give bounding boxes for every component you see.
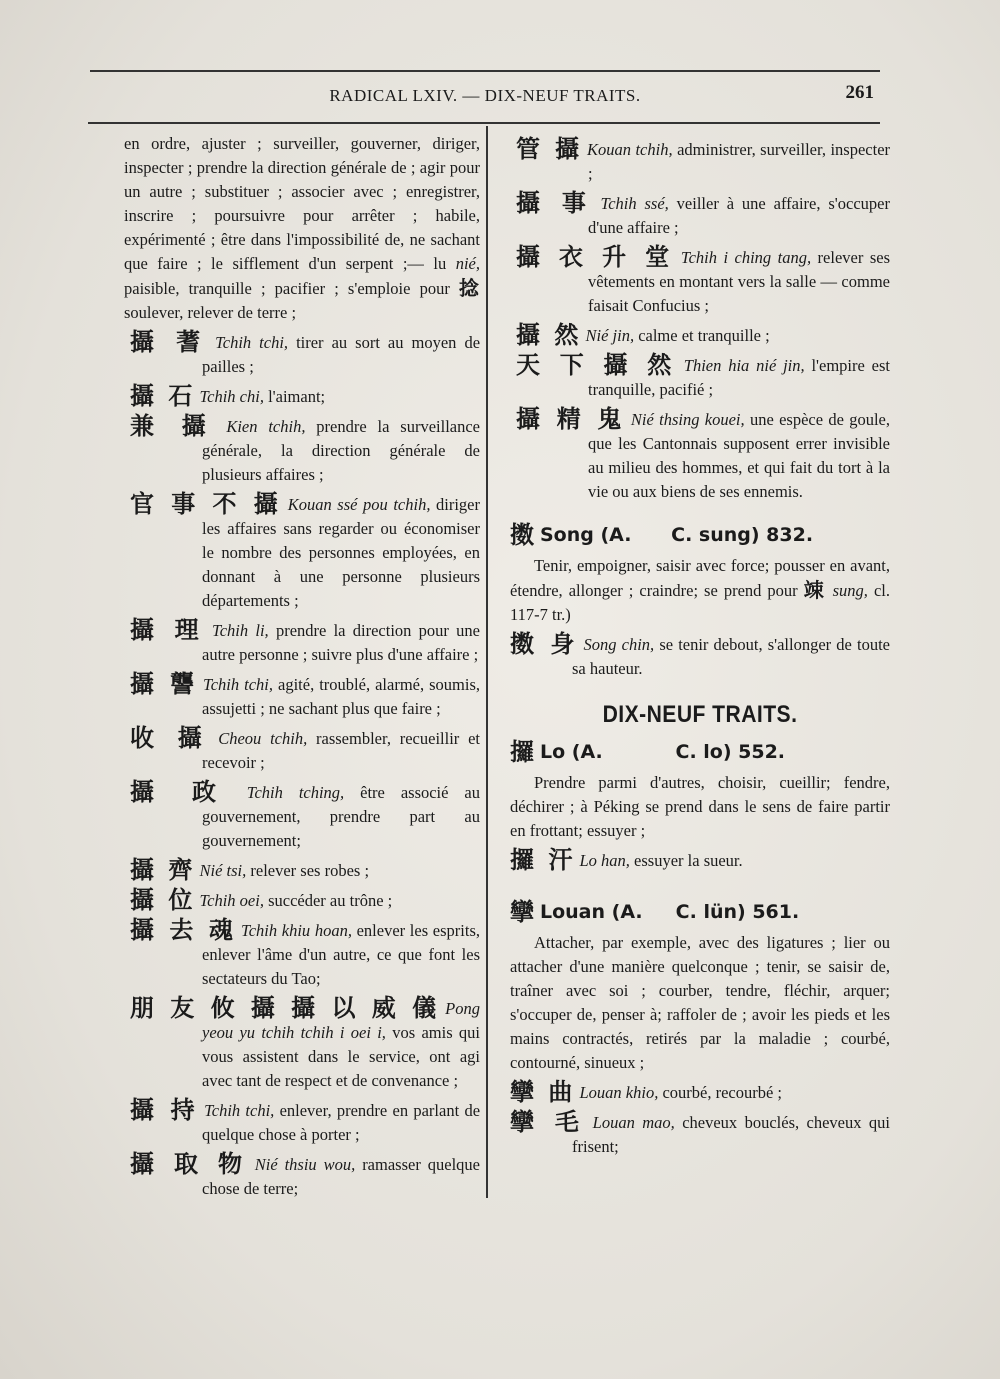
song-character: 擞 <box>510 521 534 549</box>
song-def-text: Tenir, empoigner, saisir avec force; pousser en avant, étendre, allonger ; craindre; se prend pour <box>510 556 890 600</box>
entry-definition: succéder au trône ; <box>263 891 393 910</box>
dictionary-entry <box>124 414 480 487</box>
dictionary-entry <box>124 618 480 667</box>
entry-characters: 朋 友 攸 攝 攝 以 威 儀 <box>130 994 441 1022</box>
dictionary-entry <box>124 492 480 613</box>
dictionary-entry <box>124 780 480 853</box>
entry-definition: enlever, prendre en parlant de quelque chose à porter ; <box>202 1101 481 1144</box>
entry-characters: 攝 齊 <box>130 856 196 884</box>
entry-definition: cheveux bouclés, cheveux qui frisent; <box>572 1113 891 1156</box>
dictionary-entry <box>510 407 890 504</box>
left-column <box>124 132 480 1201</box>
lo-definition: Prendre parmi d'autres, choisir, cueillir; fendre, déchirer ; à Péking se prend dans le sens de faire partir en frottant; essuyer ; <box>510 773 890 840</box>
entry-definition: l'aimant; <box>263 387 326 406</box>
dictionary-entry <box>510 137 890 186</box>
dictionary-entry <box>510 323 890 348</box>
song-def-character: 竦 <box>803 578 827 602</box>
header-rule <box>88 122 880 124</box>
dictionary-entry <box>510 632 890 681</box>
dictionary-entry <box>124 888 480 913</box>
entry-characters: 官 事 不 攝 <box>130 490 283 518</box>
dictionary-entry <box>124 672 480 721</box>
entry-romanization: Nié thsing kouei, <box>630 410 745 429</box>
dictionary-entry <box>124 726 480 775</box>
entry-romanization: Thien hia nié jin, <box>683 356 805 375</box>
dictionary-entry <box>510 245 890 318</box>
entry-romanization: Tchih tching, <box>246 783 345 802</box>
entry-characters: 攝 精 鬼 <box>516 405 626 433</box>
intro-text-after: paisible, tranquille ; pacifier ; s'emploie pour <box>124 279 459 298</box>
entry-characters: 攝 去 魂 <box>130 916 237 944</box>
entry-romanization: Tchih ssé, <box>600 194 669 213</box>
entry-romanization: Kouan ssé pou tchih, <box>287 495 431 514</box>
louan-definition: Attacher, par exemple, avec des ligatures ; lier ou attacher d'une manière quelconque ; tenir, se saisir de, traîner avec soi ; courber, tendre, fléchir, arquer; s'occuper de, penser à; raffoler de ; avoir les pieds et les mains contractés, retirés par la maladie ; courbé, contourné, sinueux ; <box>510 933 890 1072</box>
entry-romanization: Tchih li, <box>212 621 269 640</box>
left-entries <box>124 330 480 1201</box>
entry-characters: 天 下 攝 然 <box>516 351 677 379</box>
entry-definition: une espèce de goule, que les Cantonnais supposent errer invisible au milieu des hommes, et qui fait du tort à la vie ou aux biens de ses ennemis. <box>588 410 890 501</box>
entry-romanization: Tchih tchi, <box>204 1101 275 1120</box>
lo-head-text: Lo (A. C. lo) 552. <box>540 741 786 763</box>
dictionary-entry <box>510 1080 890 1105</box>
song-def-end: cl. 117-7 tr.) <box>510 581 890 624</box>
entry-romanization: Tchih tchi, <box>203 675 273 694</box>
dictionary-entry <box>124 1098 480 1147</box>
louan-head-text: Louan (A. C. lün) 561. <box>540 901 800 923</box>
intro-italic: nié, <box>455 254 480 273</box>
dictionary-entry <box>124 918 480 991</box>
intro-character: 捻 <box>459 276 480 300</box>
entry-definition: essuyer la sueur. <box>629 851 743 870</box>
entry-definition: diriger les affaires sans regarder ou économiser le nombre des personnes employées, en donnant à une personne plusieurs départements ; <box>202 495 480 610</box>
entry-romanization: Pong yeou yu tchih tchih i oei i, <box>202 999 481 1042</box>
entry-definition: prendre la direction pour une autre personne ; suivre plus d'une affaire ; <box>202 621 481 664</box>
entry-definition: relever ses vêtements en montant vers la salle — comme faisait Confucius ; <box>588 248 890 315</box>
dictionary-entry <box>510 191 890 240</box>
entry-characters: 攣 毛 <box>510 1108 586 1136</box>
entry-definition: veiller à une affaire, s'occuper d'une affaire ; <box>588 194 890 237</box>
louan-entries <box>510 1080 890 1159</box>
entry-romanization: Song chin, <box>583 635 655 654</box>
entry-definition: rassembler, recueillir et recevoir ; <box>202 729 481 772</box>
entry-characters: 攝 位 <box>130 886 196 914</box>
entry-definition: se tenir debout, s'allonger de toute sa hauteur. <box>572 635 890 678</box>
section-title: DIX-NEUF TRAITS. <box>602 701 798 728</box>
running-header <box>90 80 880 112</box>
entry-characters: 攝 取 物 <box>130 1150 248 1178</box>
entry-romanization: Louan mao, <box>592 1113 675 1132</box>
dictionary-entry <box>124 858 480 883</box>
song-definition <box>510 554 890 627</box>
entry-romanization: Tchih tchi, <box>215 333 289 352</box>
entry-characters: 攣 曲 <box>510 1078 576 1106</box>
page-number: 261 <box>845 82 874 103</box>
entry-characters: 攝 然 <box>516 321 582 349</box>
intro-text-end: soulever, relever de terre ; <box>124 303 297 322</box>
entry-characters: 攝 衣 升 堂 <box>516 243 675 271</box>
column-divider <box>486 126 488 1198</box>
entry-characters: 攝 政 <box>130 778 231 806</box>
entry-definition: tirer au sort au moyen de pailles ; <box>202 333 481 376</box>
entry-romanization: Nié thsiu wou, <box>254 1155 356 1174</box>
lo-heading <box>510 737 890 767</box>
entry-romanization: Kouan tchih, <box>586 140 673 159</box>
entry-romanization: Louan khio, <box>579 1083 659 1102</box>
entry-characters: 攞 汗 <box>510 846 576 874</box>
entry-romanization: Nié jin, <box>585 326 635 345</box>
dictionary-entry <box>124 384 480 409</box>
entry-romanization: Tchih chi, <box>199 387 264 406</box>
entry-definition: calme et tranquille ; <box>634 326 770 345</box>
entry-characters: 攝 事 <box>516 189 593 217</box>
lo-entries <box>510 848 890 873</box>
dictionary-entry <box>124 996 480 1093</box>
song-head-text: Song (A. C. sung) 832. <box>540 524 814 546</box>
entry-characters: 收 攝 <box>130 724 210 752</box>
entry-definition: être associé au gouvernement, prendre part au gouvernement; <box>202 783 480 850</box>
entry-definition: relever ses robes ; <box>246 861 370 880</box>
dictionary-entry <box>124 1152 480 1201</box>
entry-romanization: Tchih i ching tang, <box>680 248 812 267</box>
dictionary-entry <box>510 1110 890 1159</box>
entry-characters: 攝 持 <box>130 1096 199 1124</box>
dictionary-entry <box>124 330 480 379</box>
lo-character: 攞 <box>510 738 534 766</box>
song-def-romanization: sung, <box>832 581 868 600</box>
entry-characters: 管 攝 <box>516 135 583 163</box>
entry-characters: 攝 讋 <box>130 670 199 698</box>
entry-characters: 攝 理 <box>130 616 205 644</box>
entry-characters: 兼 攝 <box>130 412 216 440</box>
louan-heading <box>510 897 890 927</box>
dictionary-entry <box>510 353 890 402</box>
entry-definition: courbé, recourbé ; <box>658 1083 783 1102</box>
intro-paragraph <box>124 132 480 325</box>
intro-text: en ordre, ajuster ; surveiller, gouverner, diriger, inspecter ; prendre la direction générale de ; agir pour un autre ; substituer ; associer avec ; enregistrer, inscrire ; poursuivre pour arrêter ; habile, expérimenté ; être dans l'impossibilité de, ne sachant que faire ; le sifflement d'un serpent ;— lu <box>124 134 480 273</box>
entry-definition: ramasser quelque chose de terre; <box>202 1155 480 1198</box>
dictionary-entry <box>510 848 890 873</box>
header-title: RADICAL LXIV. — DIX-NEUF TRAITS. <box>329 86 641 105</box>
entry-definition: prendre la surveillance générale, la direction générale de plusieurs affaires ; <box>202 417 480 484</box>
entry-romanization: Tchih oei, <box>199 891 264 910</box>
right-column <box>510 132 890 1159</box>
entry-characters: 擞 身 <box>510 630 579 658</box>
entry-romanization: Cheou tchih, <box>218 729 308 748</box>
entry-characters: 攝 石 <box>130 382 196 410</box>
entry-romanization: Lo han, <box>579 851 630 870</box>
entry-characters: 攝 蓍 <box>130 328 208 356</box>
entry-romanization: Nié tsi, <box>199 861 247 880</box>
entry-definition: administrer, surveiller, inspecter ; <box>588 140 891 183</box>
entry-definition: vos amis qui vous assistent dans le service, ont agi avec tant de respect et de convenance ; <box>202 1023 480 1090</box>
top-rule <box>90 70 880 72</box>
entry-definition: l'empire est tranquille, pacifié ; <box>588 356 890 399</box>
entry-romanization: Kien tchih, <box>226 417 306 436</box>
entry-romanization: Tchih khiu hoan, <box>241 921 352 940</box>
louan-character: 攣 <box>510 898 534 926</box>
entry-definition: agité, troublé, alarmé, soumis, assujetti ; ne sachant plus que faire ; <box>202 675 481 718</box>
song-entries <box>510 632 890 681</box>
entry-definition: enlever les esprits, enlever l'âme d'un autre, ce que font les sectateurs du Tao; <box>202 921 480 988</box>
song-heading <box>510 520 890 550</box>
right-top-entries <box>510 137 890 504</box>
